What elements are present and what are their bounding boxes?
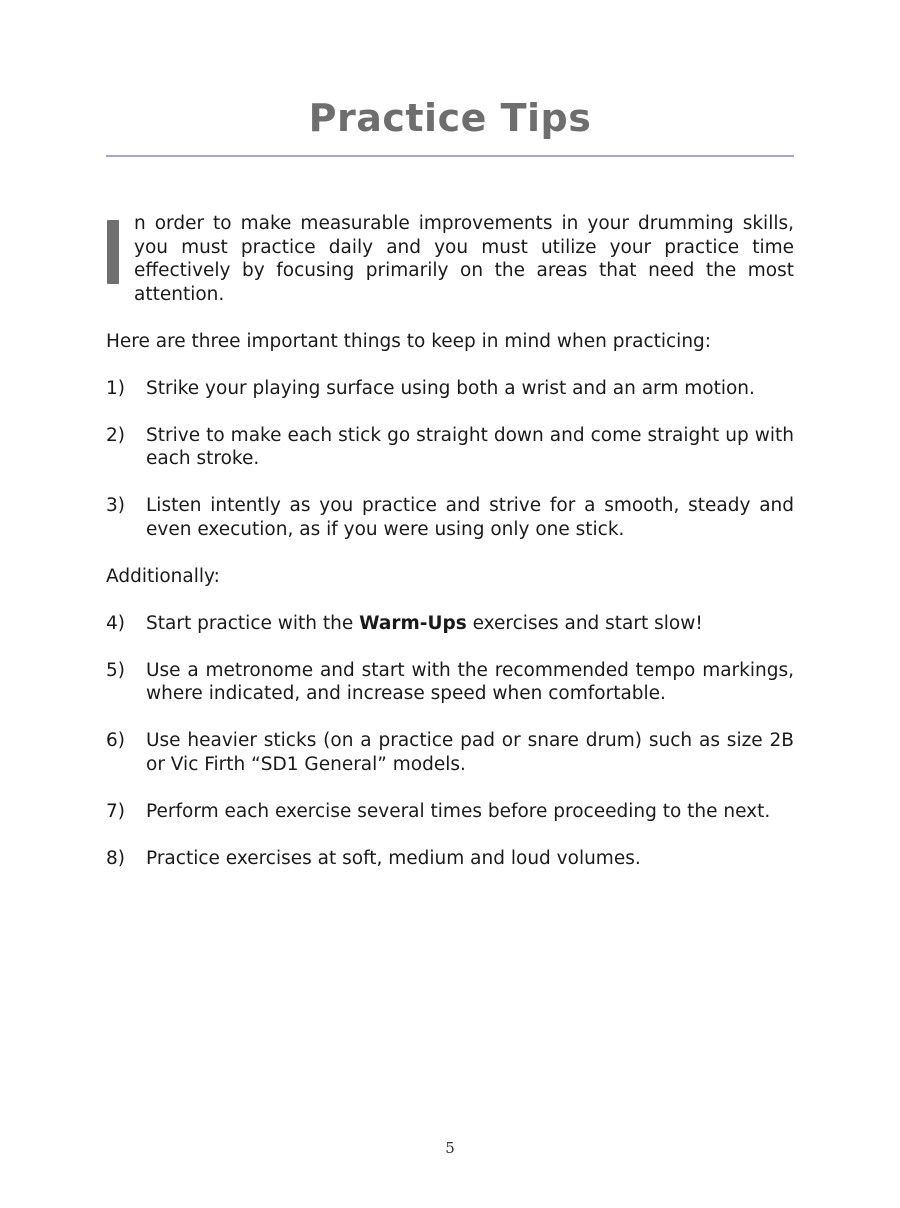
list-item-text [146, 612, 794, 636]
list-item [106, 424, 794, 471]
list-item-text: Perform each exercise several times before proceeding to the next. [146, 800, 771, 822]
list-item-number: 6) [106, 730, 125, 751]
list-item-text: Practice exercises at soft, medium and loud volumes. [146, 847, 641, 869]
list-item-text: Use a metronome and start with the recommended tempo markings, where indicated, and increase speed when comfortable. [146, 659, 794, 704]
intro-text: n order to make measurable improvements in your drumming skills, you must practice daily and you must utilize your practice time effectively by focusing primarily on the areas that need the most attention. [134, 213, 794, 305]
list-item-text-before: Start practice with the [146, 612, 360, 634]
list-item [106, 729, 794, 776]
list-item-text: Strive to make each stick go straight down and come straight up with each stroke. [146, 424, 794, 469]
list-item-number: 2) [106, 424, 125, 446]
warm-ups-emphasis: Warm-Ups [359, 612, 467, 634]
list-item [106, 612, 794, 636]
additionally-label: Additionally: [106, 565, 220, 587]
page-content [106, 212, 794, 894]
list-item [106, 800, 794, 824]
list-item-number: 3) [106, 495, 125, 516]
list-item-text-after: exercises and start slow! [466, 612, 703, 634]
list-item-number: 4) [106, 612, 125, 634]
list-item-text: Strike your playing surface using both a wrist and an arm motion. [146, 377, 755, 399]
list-item-number: 7) [106, 800, 125, 822]
list-item [106, 659, 794, 706]
list-item [106, 847, 794, 871]
page-number: 5 [445, 1139, 455, 1157]
intro-paragraph [106, 212, 794, 306]
list-item-text: Listen intently as you practice and strive for a smooth, steady and even execution, as if you were using only one stick. [146, 495, 794, 540]
list-item-text: Use heavier sticks (on a practice pad or snare drum) such as size 2B or Vic Firth “SD1 General” models. [146, 730, 794, 775]
list-item [106, 377, 794, 401]
list-item-number: 1) [106, 377, 125, 399]
page-title: Practice Tips [308, 96, 592, 140]
list-item [106, 494, 794, 541]
list-item-number: 8) [106, 847, 125, 869]
lead-in-text: Here are three important things to keep in mind when practicing: [106, 330, 712, 352]
list-item-number: 5) [106, 659, 125, 681]
drop-cap-letter [107, 220, 119, 284]
title-divider [106, 155, 794, 157]
